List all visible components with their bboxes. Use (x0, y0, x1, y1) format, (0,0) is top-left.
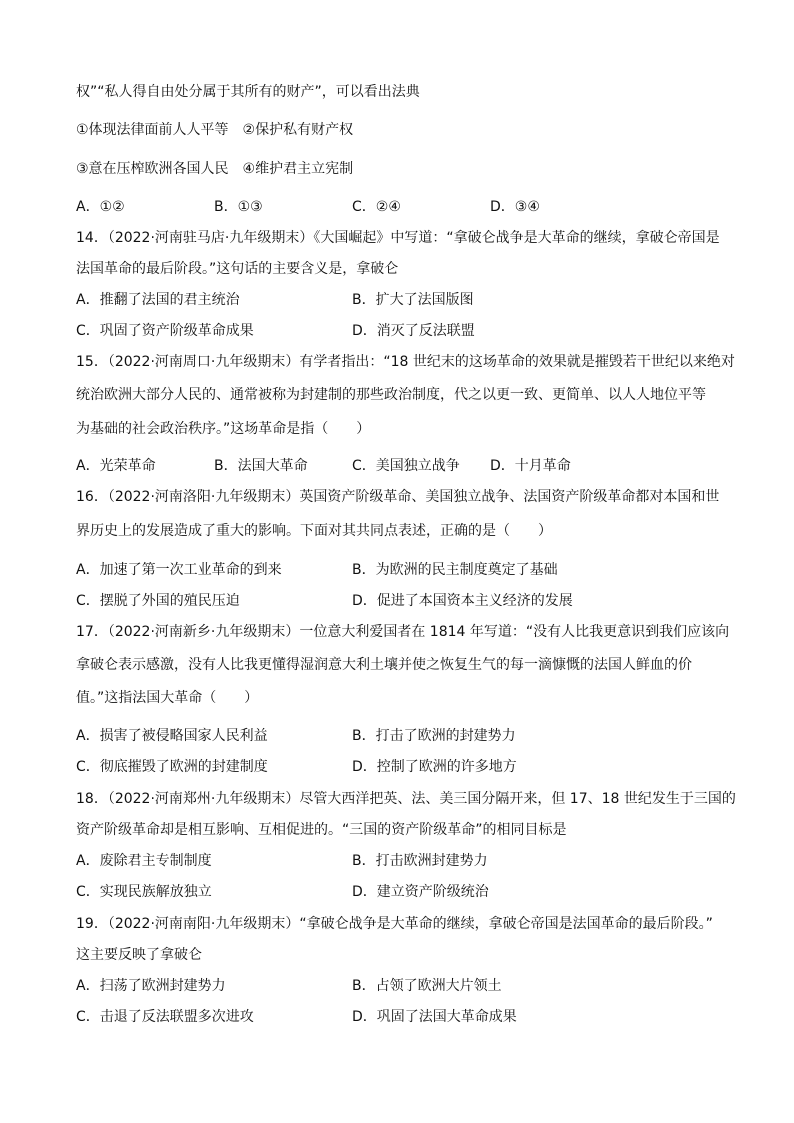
q19-option-a: A．扫荡了欧洲封建势力 (76, 978, 226, 994)
q19-option-c: C．击退了反法联盟多次进攻 (76, 1009, 254, 1025)
q15-stem-line-3: 为基础的社会政治秩序。”这场革命是指（ ） (76, 421, 371, 437)
q14-option-d: D．消灭了反法联盟 (352, 323, 475, 339)
q17-option-d: D．控制了欧洲的许多地方 (352, 759, 517, 775)
q19-option-d: D．巩固了法国大革命成果 (352, 1009, 517, 1025)
q16-stem-line-1: 16．（2022·河南洛阳·九年级期末）英国资产阶级革命、美国独立战争、法国资产阶级革命都对本国和世 (76, 489, 720, 505)
q15-stem-line-2: 统治欧洲大部分人民的、通常被称为封建制的那些政治制度，代之以更一致、更简单、以人人地位平等 (76, 387, 706, 403)
q18-option-c: C．实现民族解放独立 (76, 884, 212, 900)
q15-option-c: C．美国独立战争 (352, 458, 460, 474)
q18-option-a: A．废除君主专制制度 (76, 853, 212, 869)
q17-option-b: B．打击了欧洲的封建势力 (352, 728, 516, 744)
q19-stem-line-2: 这主要反映了拿破仑 (76, 947, 202, 963)
q13-statement-1-2: ①体现法律面前人人平等 ②保护私有财产权 (76, 122, 354, 138)
q15-stem-line-1: 15．（2022·河南周口·九年级期末）有学者指出：“18 世纪末的这场革命的效果就是摧毁若干世纪以来绝对 (76, 354, 735, 370)
q16-stem-line-2: 界历史上的发展造成了重大的影响。下面对其共同点表述，正确的是（ ） (76, 523, 552, 539)
q13-option-c: C．②④ (352, 199, 401, 215)
q16-option-b: B．为欧洲的民主制度奠定了基础 (352, 562, 558, 578)
q14-stem-line-2: 法国革命的最后阶段。”这句话的主要含义是，拿破仑 (76, 261, 399, 277)
q17-option-a: A．损害了被侵略国家人民利益 (76, 728, 268, 744)
q18-option-b: B．打击欧洲封建势力 (352, 853, 488, 869)
q16-option-d: D．促进了本国资本主义经济的发展 (352, 593, 573, 609)
q15-option-b: B．法国大革命 (214, 458, 308, 474)
q16-option-a: A．加速了第一次工业革命的到来 (76, 562, 282, 578)
q14-stem-line-1: 14．（2022·河南驻马店·九年级期末）《大国崛起》中写道：“拿破仑战争是大革命的继续，拿破仑帝国是 (76, 230, 720, 246)
q17-stem-line-1: 17．（2022·河南新乡·九年级期末）一位意大利爱国者在 1814 年写道：“没有人比我更意识到我们应该向 (76, 624, 730, 640)
q18-stem-line-2: 资产阶级革命却是相互影响、互相促进的。“三国的资产阶级革命”的相同目标是 (76, 822, 567, 838)
q14-option-c: C．巩固了资产阶级革命成果 (76, 323, 254, 339)
q19-option-b: B．占领了欧洲大片领土 (352, 978, 502, 994)
q17-stem-line-3: 值。”这指法国大革命（ ） (76, 690, 259, 706)
q18-stem-line-1: 18．（2022·河南郑州·九年级期末）尽管大西洋把英、法、美三国分隔开来，但 17、18 世纪发生于三国的 (76, 791, 736, 807)
q14-option-b: B．扩大了法国版图 (352, 292, 474, 308)
q15-option-d: D．十月革命 (490, 458, 571, 474)
q15-option-a: A．光荣革命 (76, 458, 156, 474)
q16-option-c: C．摆脱了外国的殖民压迫 (76, 593, 240, 609)
q13-option-d: D．③④ (490, 199, 540, 215)
q17-option-c: C．彻底摧毁了欧洲的封建制度 (76, 759, 268, 775)
q17-stem-line-2: 拿破仑表示感激，没有人比我更懂得湿润意大利土壤并使之恢复生气的每一滴慷慨的法国人鲜血的价 (76, 657, 692, 673)
q13-option-b: B．①③ (214, 199, 263, 215)
q19-stem-line-1: 19．（2022·河南南阳·九年级期末）“拿破仑战争是大革命的继续，拿破仑帝国是法国革命的最后阶段。” (76, 916, 713, 932)
q13-stem-tail: 权”“私人得自由处分属于其所有的财产”，可以看出法典 (76, 84, 420, 100)
q13-statement-3-4: ③意在压榨欧洲各国人民 ④维护君主立宪制 (76, 161, 354, 177)
q14-option-a: A．推翻了法国的君主统治 (76, 292, 240, 308)
q18-option-d: D．建立资产阶级统治 (352, 884, 489, 900)
q13-option-a: A．①② (76, 199, 125, 215)
